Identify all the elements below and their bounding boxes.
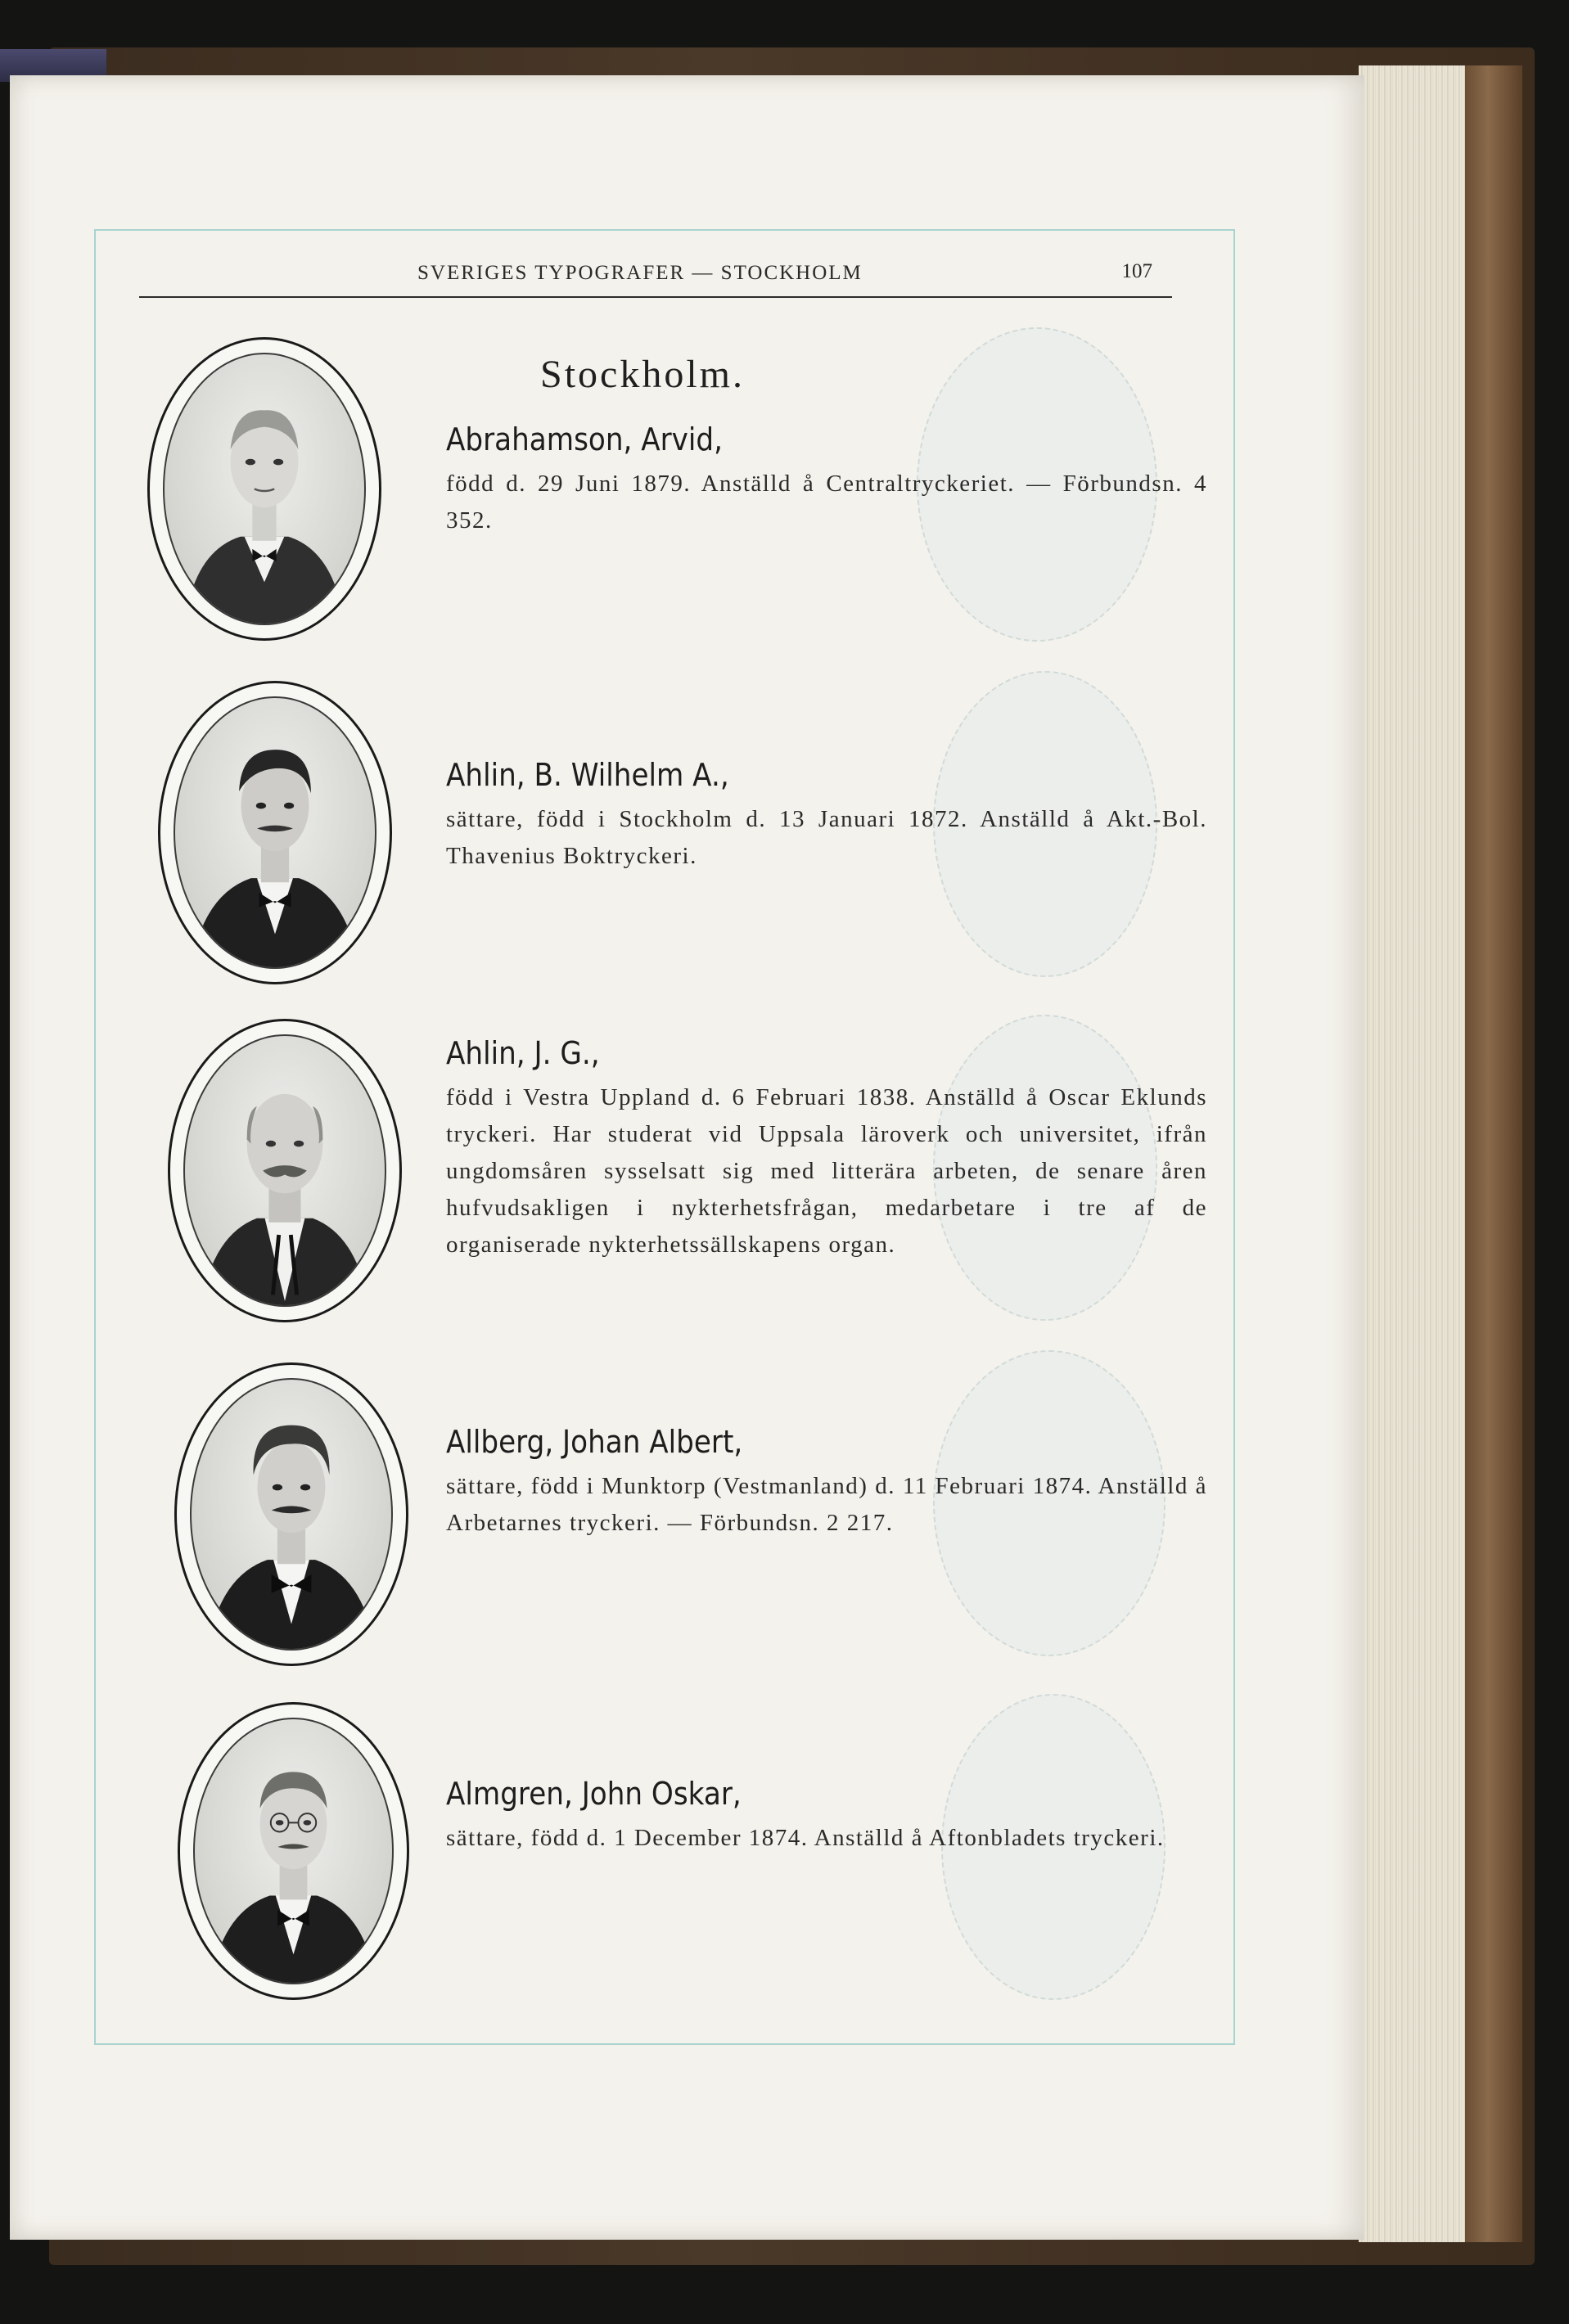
portrait-image [183, 1034, 386, 1307]
portrait-image [193, 1718, 394, 1984]
cover-edge [1465, 65, 1522, 2242]
entry-name: Allberg, Johan Albert, [446, 1424, 743, 1460]
entry-name: Ahlin, B. Wilhelm A., [446, 757, 729, 793]
entry-2 [446, 757, 1207, 875]
entry-1 [446, 421, 1207, 539]
portrait-photo [174, 1362, 408, 1666]
portrait-image [163, 353, 366, 625]
entry-text: sättare, född d. 1 December 1874. Anställd å Aftonbladets tryckeri. [446, 1825, 1165, 1851]
portrait-photo [147, 337, 381, 641]
entry-text: född d. 29 Juni 1879. Anställd å Centraltryckeriet. — Förbundsn. 4 352. [446, 471, 1207, 534]
portrait-photo [178, 1702, 409, 2000]
page-number: 107 [1121, 260, 1152, 282]
portrait-photo [158, 681, 392, 984]
entry-name: Almgren, John Oskar, [446, 1776, 742, 1812]
running-head: SVERIGES TYPOGRAFER — STOCKHOLM [417, 262, 863, 284]
portrait-image [174, 696, 376, 969]
entry-text: född i Vestra Uppland d. 6 Februari 1838. Anställd å Oscar Eklunds tryckeri. Har studerat vid Uppsala läroverk och universitet, ifrån ungdomsåren sysselsatt sig med litterära arbeten, de senare åren hufvudsakligen i nykterhetsfrågan, medarbetare i tre af de organiserade nykterhetssällskapens organ. [446, 1084, 1207, 1258]
entry-name: Ahlin, J. G., [446, 1035, 600, 1071]
entry-text: sättare, född i Munktorp (Vestmanland) d. 11 Februari 1874. Anställd å Arbetarnes tryckeri. — Förbundsn. 2 217. [446, 1473, 1207, 1536]
page-header [139, 255, 1172, 298]
entry-3 [446, 1035, 1207, 1263]
portrait-photo [168, 1019, 402, 1322]
section-title: Stockholm. [540, 353, 746, 396]
portrait-image [190, 1378, 393, 1651]
entry-4 [446, 1424, 1207, 1542]
entry-5 [446, 1776, 1207, 1857]
entry-text: sättare, född i Stockholm d. 13 Januari 1872. Anställd å Akt.-Bol. Thavenius Boktryckeri. [446, 806, 1207, 869]
entry-name: Abrahamson, Arvid, [446, 421, 724, 457]
page-edges [1359, 65, 1465, 2242]
